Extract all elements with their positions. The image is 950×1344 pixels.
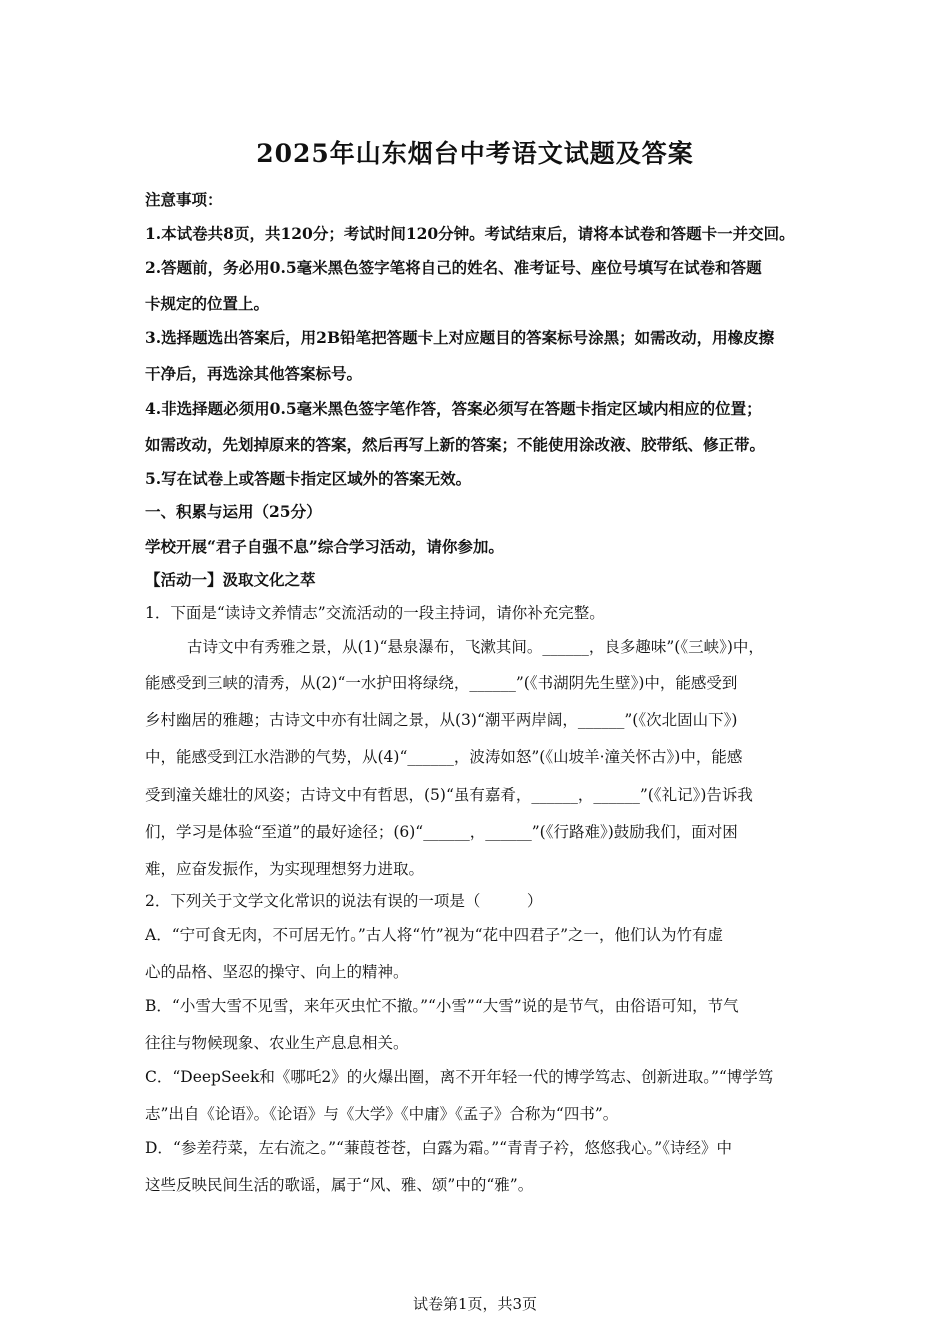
option-b: B．“小雪大雪不见雪，来年灭虫忙不撤。”“小雪”“大雪”说的是节气，由俗语可知，节气: [145, 997, 739, 1015]
notice-line: 5.写在试卷上或答题卡指定区域外的答案无效。: [145, 469, 472, 488]
notice-line: 如需改动，先划掉原来的答案，然后再写上新的答案；不能使用涂改液、胶带纸、修正带。: [145, 435, 766, 454]
page-footer: 试卷第1页，共3页: [412, 1295, 538, 1313]
question-1-text: 乡村幽居的雅趣；古诗文中亦有壮阔之景，从(3)“潮平两岸阔，______”(《次北固山下》): [145, 711, 738, 729]
notice-line: 1.本试卷共8页，共120分；考试时间120分钟。考试结束后，请将本试卷和答题卡一并交回。: [145, 224, 795, 243]
option-d: D．“参差荇菜，左右流之。”“蒹葭苍苍，白露为霜。”“青青子衿，悠悠我心。”《诗经》中: [145, 1139, 732, 1157]
option-b-cont: 往往与物候现象、农业生产息息相关。: [145, 1034, 409, 1052]
question-1-text: 古诗文中有秀雅之景，从(1)“悬泉瀑布，飞漱其间。______，良多趣味”(《三峡》)中，: [187, 638, 764, 656]
notice-line: 3.选择题选出答案后，用2B铅笔把答题卡上对应题目的答案标号涂黑；如需改动，用橡皮擦: [145, 328, 775, 347]
question-2-stem: 2．下列关于文学文化常识的说法有误的一项是（ ）: [145, 892, 543, 910]
question-1-text: 受到潼关雄壮的风姿；古诗文中有哲思，(5)“虽有嘉肴，______，______”(《礼记》)告诉我: [145, 786, 753, 804]
notice-line: 2.答题前，务必用0.5毫米黑色签字笔将自己的姓名、准考证号、座位号填写在试卷和答题: [145, 258, 762, 277]
question-1-stem: 1．下面是“读诗文养情志”交流活动的一段主持词，请你补充完整。: [145, 604, 605, 622]
question-1-text: 中，能感受到江水浩渺的气势，从(4)“______，波涛如怒”(《山坡羊·潼关怀古》)中，能感: [145, 748, 743, 766]
option-c: C．“DeepSeek和《哪吒2》的火爆出圈，离不开年轻一代的博学笃志、创新进取。”“博学笃: [145, 1068, 774, 1086]
section-heading: 一、积累与运用（25分）: [145, 502, 322, 521]
question-1-text: 难，应奋发振作，为实现理想努力进取。: [145, 860, 425, 878]
notice-line: 卡规定的位置上。: [145, 294, 270, 313]
option-c-cont: 志”出自《论语》。《论语》与《大学》《中庸》《孟子》合称为“四书”。: [145, 1105, 619, 1123]
option-d-cont: 这些反映民间生活的歌谣，属于“风、雅、颂”中的“雅”。: [145, 1176, 534, 1194]
question-1-text: 能感受到三峡的清秀，从(2)“一水护田将绿绕，______”(《书湖阴先生壁》)中，能感受到: [145, 674, 738, 692]
option-a-cont: 心的品格、坚忍的操守、向上的精神。: [145, 963, 409, 981]
section-intro: 学校开展“君子自强不息”综合学习活动，请你参加。: [145, 537, 504, 556]
page-title: 2025年山东烟台中考语文试题及答案: [256, 139, 694, 168]
activity-heading: 【活动一】汲取文化之萃: [145, 570, 316, 589]
notice-heading: 注意事项：: [145, 190, 223, 209]
option-a: A．“宁可食无肉，不可居无竹。”古人将“竹”视为“花中四君子”之一，他们认为竹有虚: [145, 926, 723, 944]
notice-line: 干净后，再选涂其他答案标号。: [145, 364, 363, 383]
question-1-text: 们，学习是体验“至道”的最好途径；(6)“______，______”(《行路难》)鼓励我们，面对困: [145, 823, 738, 841]
notice-line: 4.非选择题必须用0.5毫米黑色签字笔作答，答案必须写在答题卡指定区域内相应的位置；: [145, 399, 762, 418]
